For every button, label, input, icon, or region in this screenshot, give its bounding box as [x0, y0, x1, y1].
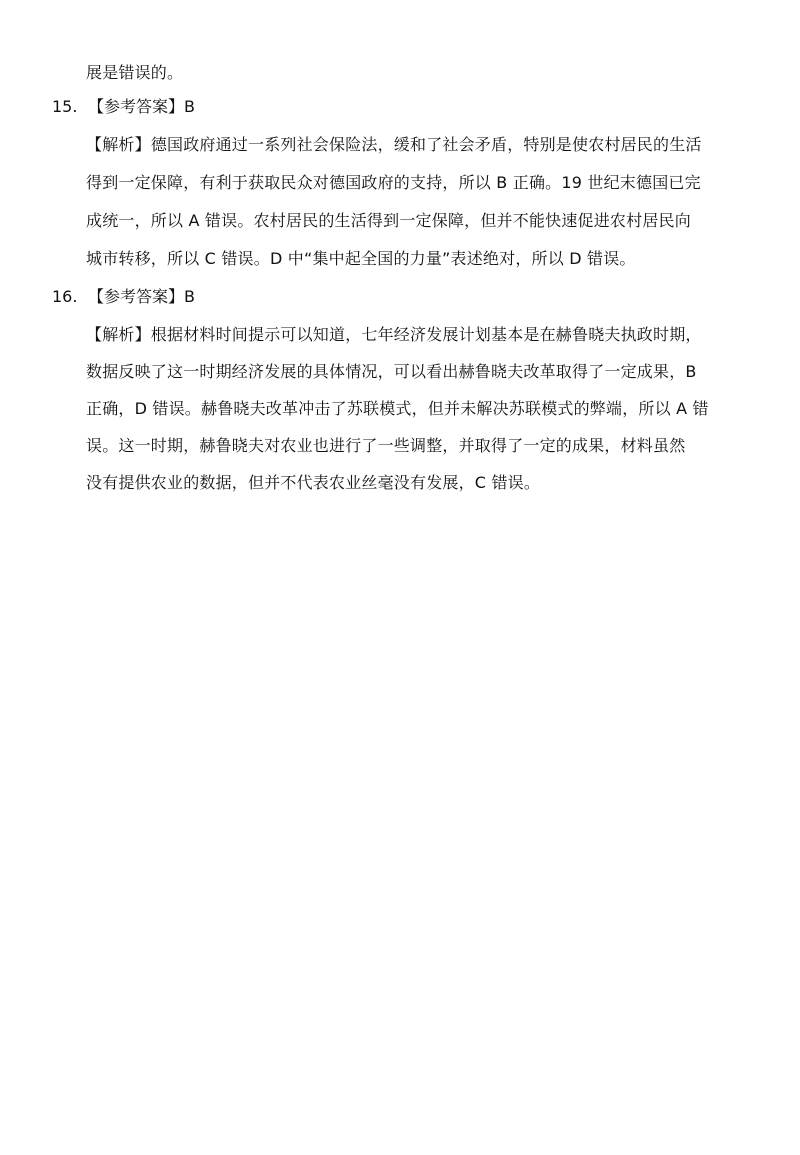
- analysis-line: 误。这一时期，赫鲁晓夫对农业也进行了一些调整，并取得了一定的成果，材料虽然: [86, 436, 686, 455]
- analysis-line: 【解析】德国政府通过一系列社会保险法，缓和了社会矛盾，特别是使农村居民的生活: [86, 135, 702, 154]
- analysis-line: 城市转移，所以 C 错误。D 中“集中起全国的力量”表述绝对，所以 D 错误。: [86, 249, 636, 268]
- analysis-line: 【解析】根据材料时间提示可以知道，七年经济发展计划基本是在赫鲁晓夫执政时期，: [86, 325, 702, 344]
- analysis-line: 得到一定保障，有利于获取民众对德国政府的支持，所以 B 正确。19 世纪末德国已完: [86, 173, 701, 192]
- answer-header: 【参考答案】B: [88, 97, 195, 116]
- continuation-line: 展是错误的。: [86, 63, 184, 82]
- analysis-line: 成统一，所以 A 错误。农村居民的生活得到一定保障，但并不能快速促进农村居民向: [86, 211, 691, 230]
- answer-header: 【参考答案】B: [88, 287, 195, 306]
- analysis-line: 数据反映了这一时期经济发展的具体情况，可以看出赫鲁晓夫改革取得了一定成果，B: [86, 362, 697, 381]
- question-number: 15.: [52, 97, 78, 116]
- question-number: 16.: [52, 287, 78, 306]
- analysis-line: 正确，D 错误。赫鲁晓夫改革冲击了苏联模式，但并未解决苏联模式的弊端，所以 A 错: [86, 399, 709, 418]
- analysis-line: 没有提供农业的数据，但并不代表农业丝毫没有发展，C 错误。: [86, 473, 541, 492]
